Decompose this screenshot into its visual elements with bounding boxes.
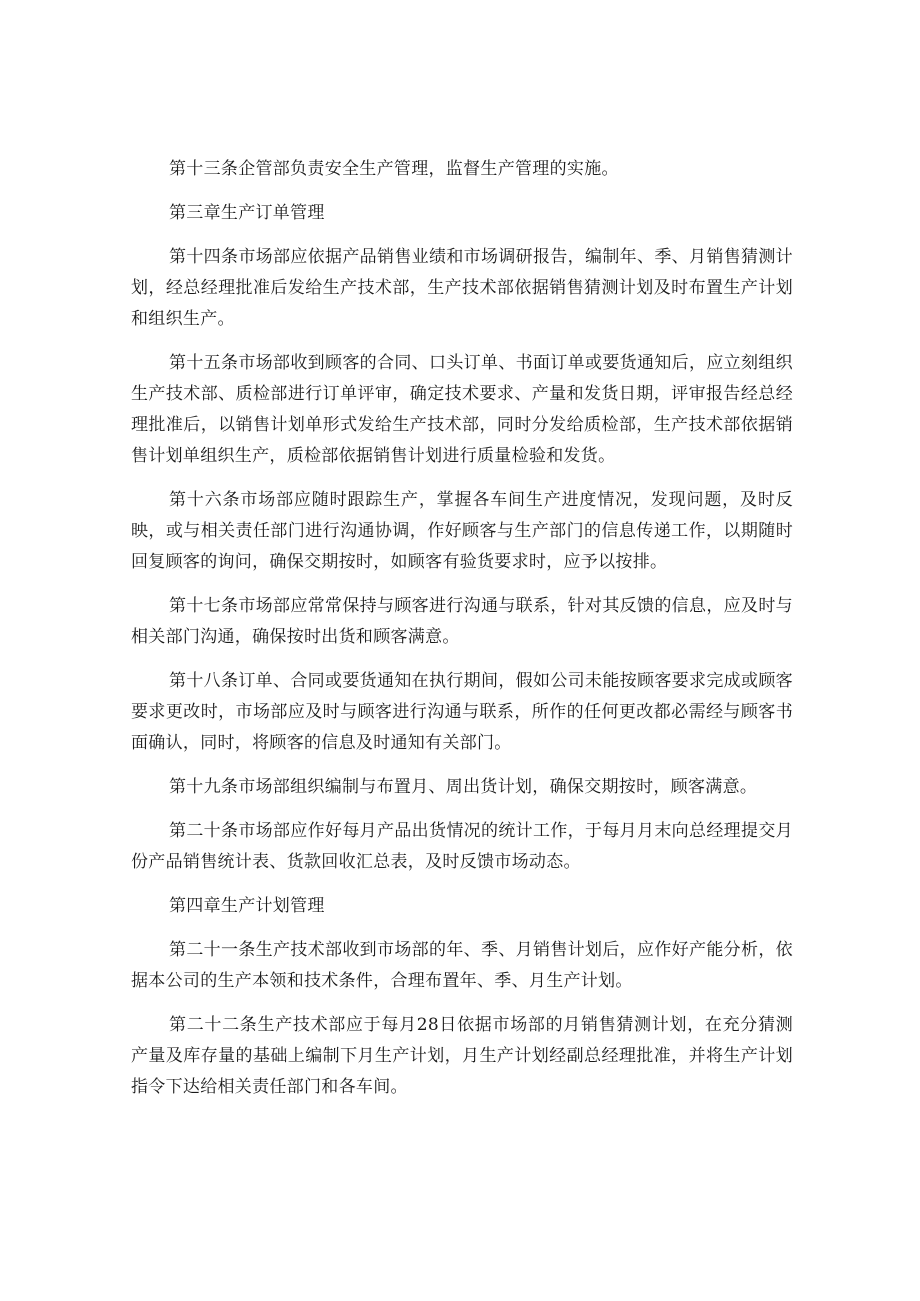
article-17-paragraph: 第十七条市场部应常常保持与顾客进行沟通与联系，针对其反馈的信息，应及时与相关部门沟通，确保按时出货和顾客满意。 — [131, 596, 793, 647]
chapter-3-heading: 第三章生产订单管理 — [169, 203, 325, 223]
article-21-paragraph: 第二十一条生产技术部收到市场部的年、季、月销售计划后，应作好产能分析，依据本公司的生产本领和技术条件，合理布置年、季、月生产计划。 — [131, 940, 793, 991]
article-15-paragraph: 第十五条市场部收到顾客的合同、口头订单、书面订单或要货通知后，应立刻组织生产技术部、质检部进行订单评审，确定技术要求、产量和发货日期，评审报告经总经理批准后，以销售计划单形式发给生产技术部，同时分发给质检部，生产技术部依据销售计划单组织生产，质检部依据销售计划进行质量检验和发货。 — [131, 353, 793, 466]
article-18-paragraph: 第十八条订单、合同或要货通知在执行期间，假如公司未能按顾客要求完成或顾客要求更改时，市场部应及时与顾客进行沟通与联系，所作的任何更改都必需经与顾客书面确认，同时，将顾客的信息及时通知有关部门。 — [131, 671, 793, 753]
article-20-paragraph: 第二十条市场部应作好每月产品出货情况的统计工作，于每月月末向总经理提交月份产品销售统计表、货款回收汇总表，及时反馈市场动态。 — [131, 821, 793, 872]
article-14-paragraph: 第十四条市场部应依据产品销售业绩和市场调研报告，编制年、季、月销售猜测计划，经总经理批准后发给生产技术部，生产技术部依据销售猜测计划及时布置生产计划和组织生产。 — [131, 247, 793, 329]
document-page — [131, 154, 793, 1116]
article-16-paragraph: 第十六条市场部应随时跟踪生产，掌握各车间生产进度情况，发现问题，及时反映，或与相关责任部门进行沟通协调，作好顾客与生产部门的信息传递工作，以期随时回复顾客的询问，确保交期按时，如顾客有验货要求时，应予以按排。 — [131, 490, 793, 572]
article-13-paragraph: 第十三条企管部负责安全生产管理，监督生产管理的实施。 — [169, 159, 619, 179]
article-22-paragraph: 第二十二条生产技术部应于每月28日依据市场部的月销售猜测计划，在充分猜测产量及库存量的基础上编制下月生产计划，月生产计划经副总经理批准，并将生产计划指令下达给相关责任部门和各车间。 — [131, 1015, 793, 1097]
article-19-paragraph: 第十九条市场部组织编制与布置月、周出货计划，确保交期按时，顾客满意。 — [169, 777, 758, 797]
chapter-4-heading: 第四章生产计划管理 — [169, 896, 325, 916]
